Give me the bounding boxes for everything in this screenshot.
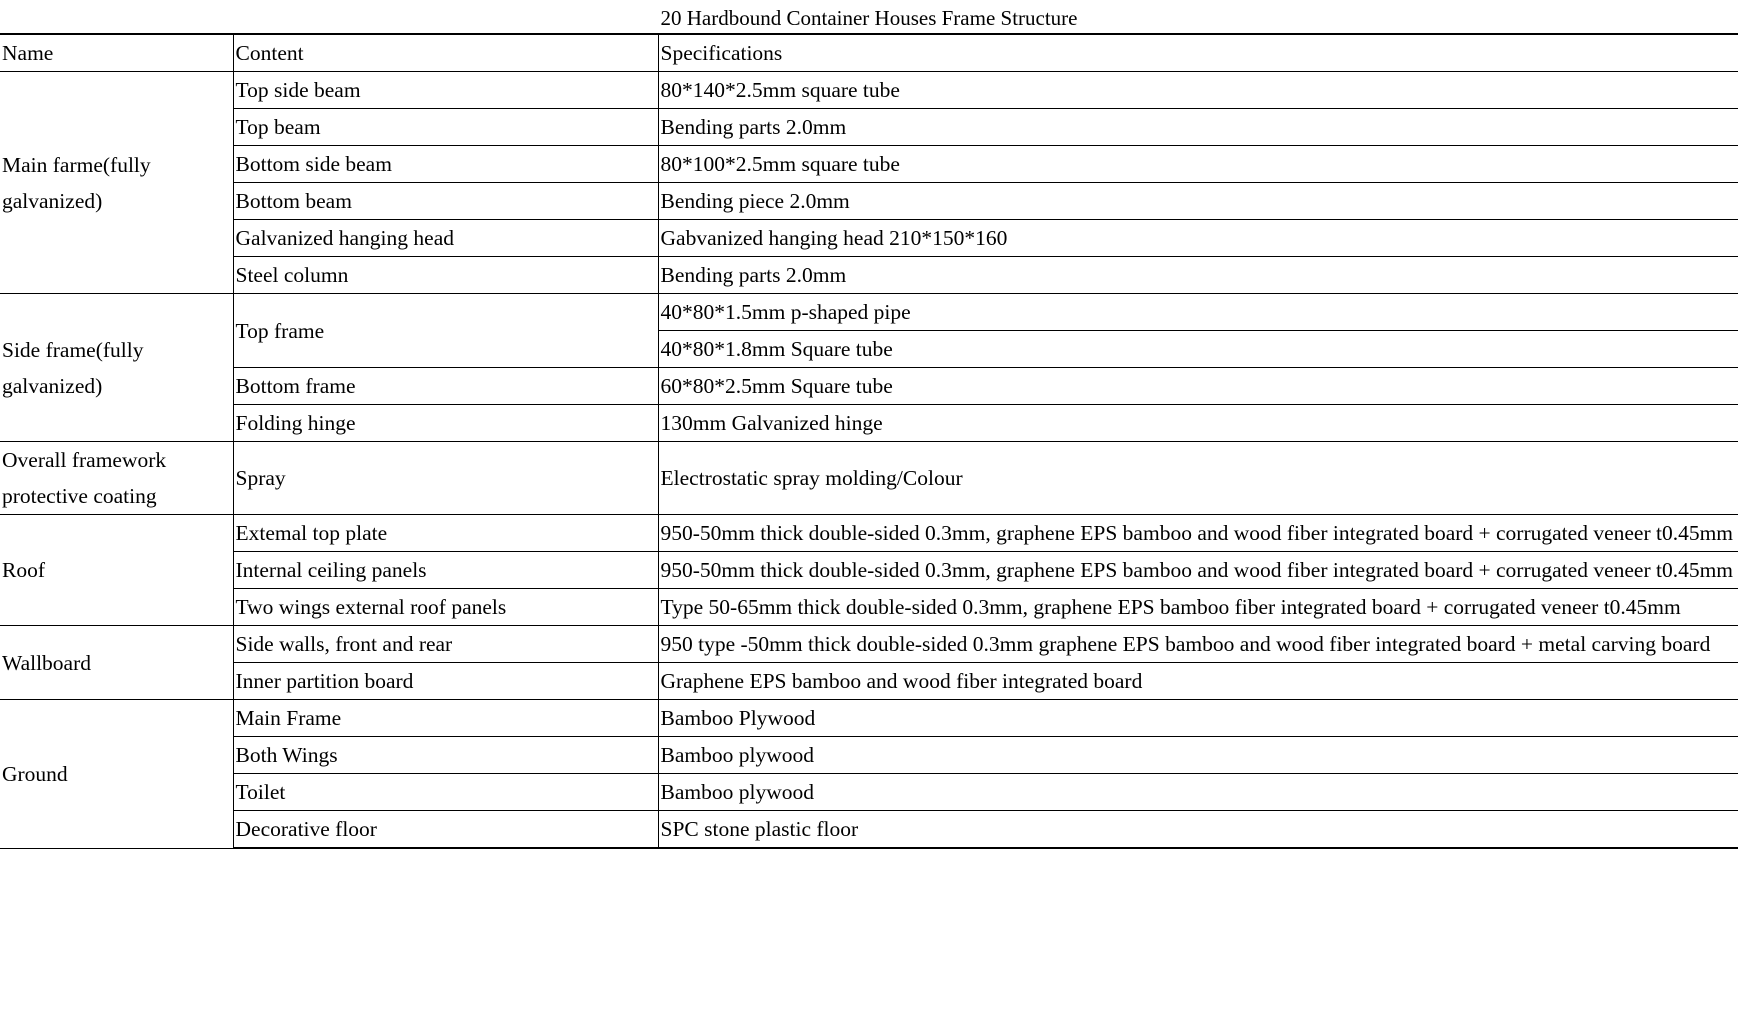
table-row <box>0 737 1738 774</box>
content-cell: Top frame <box>233 294 658 368</box>
specification-cell: Bending piece 2.0mm <box>658 183 1738 220</box>
specification-cell: 80*100*2.5mm square tube <box>658 146 1738 183</box>
specification-cell: 80*140*2.5mm square tube <box>658 72 1738 109</box>
table-row <box>0 109 1738 146</box>
specification-cell: 950-50mm thick double-sided 0.3mm, graphene EPS bamboo and wood fiber integrated board + corrugated veneer t0.45mm <box>658 552 1738 589</box>
content-cell: Main Frame <box>233 700 658 737</box>
header-specifications: Specifications <box>658 34 1738 72</box>
content-cell: Extemal top plate <box>233 515 658 552</box>
table-row <box>0 663 1738 700</box>
table-row <box>0 146 1738 183</box>
table-row <box>0 589 1738 626</box>
specification-cell: Bending parts 2.0mm <box>658 109 1738 146</box>
header-name: Name <box>0 34 233 72</box>
content-cell: Galvanized hanging head <box>233 220 658 257</box>
table-row <box>0 405 1738 442</box>
table-row <box>0 552 1738 589</box>
content-cell: Top beam <box>233 109 658 146</box>
content-cell: Internal ceiling panels <box>233 552 658 589</box>
group-name-cell: Main farme(fully galvanized) <box>0 72 233 294</box>
specification-cell: 40*80*1.8mm Square tube <box>658 331 1738 368</box>
content-cell: Toilet <box>233 774 658 811</box>
header-row <box>0 34 1738 72</box>
specification-cell: 60*80*2.5mm Square tube <box>658 368 1738 405</box>
content-cell: Both Wings <box>233 737 658 774</box>
table-row <box>0 183 1738 220</box>
content-cell: Folding hinge <box>233 405 658 442</box>
header-content: Content <box>233 34 658 72</box>
spec-table <box>0 33 1738 849</box>
table-row <box>0 774 1738 811</box>
table-row <box>0 368 1738 405</box>
table-row <box>0 515 1738 552</box>
table-row <box>0 294 1738 331</box>
group-name-cell: Roof <box>0 515 233 626</box>
group-name-cell: Overall framework protective coating <box>0 442 233 515</box>
content-cell: Two wings external roof panels <box>233 589 658 626</box>
table-row <box>0 700 1738 737</box>
specification-cell: Bamboo plywood <box>658 774 1738 811</box>
specification-cell: Electrostatic spray molding/Colour <box>658 442 1738 515</box>
specification-cell: Graphene EPS bamboo and wood fiber integrated board <box>658 663 1738 700</box>
table-row <box>0 626 1738 663</box>
group-name-cell: Ground <box>0 700 233 849</box>
specification-cell: 950 type -50mm thick double-sided 0.3mm graphene EPS bamboo and wood fiber integrated board + metal carving board <box>658 626 1738 663</box>
table-row <box>0 72 1738 109</box>
content-cell: Decorative floor <box>233 811 658 849</box>
content-cell: Bottom side beam <box>233 146 658 183</box>
spec-table-body <box>0 34 1738 848</box>
content-cell: Steel column <box>233 257 658 294</box>
specification-cell: 40*80*1.5mm p-shaped pipe <box>658 294 1738 331</box>
content-cell: Bottom frame <box>233 368 658 405</box>
specification-cell: SPC stone plastic floor <box>658 811 1738 849</box>
group-name-cell: Wallboard <box>0 626 233 700</box>
specification-cell: Bamboo Plywood <box>658 700 1738 737</box>
content-cell: Top side beam <box>233 72 658 109</box>
content-cell: Bottom beam <box>233 183 658 220</box>
group-name-cell: Side frame(fully galvanized) <box>0 294 233 442</box>
content-cell: Spray <box>233 442 658 515</box>
table-title: 20 Hardbound Container Houses Frame Structure <box>660 6 1078 30</box>
specification-cell: Bamboo plywood <box>658 737 1738 774</box>
specification-cell: Bending parts 2.0mm <box>658 257 1738 294</box>
content-cell: Side walls, front and rear <box>233 626 658 663</box>
specification-cell: Gabvanized hanging head 210*150*160 <box>658 220 1738 257</box>
table-row <box>0 442 1738 515</box>
table-row <box>0 257 1738 294</box>
table-row <box>0 811 1738 849</box>
specification-cell: 950-50mm thick double-sided 0.3mm, graphene EPS bamboo and wood fiber integrated board + corrugated veneer t0.45mm <box>658 515 1738 552</box>
table-row <box>0 220 1738 257</box>
content-cell: Inner partition board <box>233 663 658 700</box>
specification-cell: Type 50-65mm thick double-sided 0.3mm, graphene EPS bamboo fiber integrated board + corrugated veneer t0.45mm <box>658 589 1738 626</box>
specification-cell: 130mm Galvanized hinge <box>658 405 1738 442</box>
